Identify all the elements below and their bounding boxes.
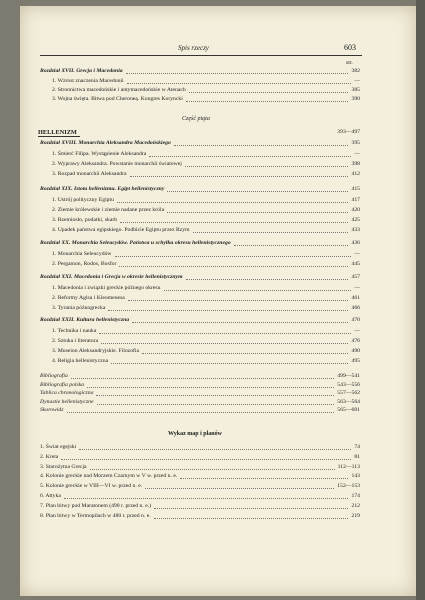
toc-entry-page: 212 [351, 502, 360, 509]
toc-entry-title: 3. Rozpad monarchii Aleksandra [52, 171, 127, 177]
toc-entry-title: 1. Śmierć Filipa. Wystąpienie Aleksandra [52, 151, 147, 157]
toc-entry-page: 390 [351, 96, 360, 102]
dot-leader [90, 469, 335, 470]
toc-entry-page: 398 [351, 161, 360, 167]
toc-entry-page: — [354, 251, 360, 257]
toc-entry-title: 1. Technika i nauka [52, 328, 97, 334]
toc-entry-page: 382 [351, 68, 360, 74]
toc-entry-page: 543—556 [337, 381, 360, 388]
dot-leader [61, 459, 351, 460]
chapter-heading: Rozdział XVII. Grecja i Macedonia [40, 68, 123, 74]
toc-entry-page: — [354, 78, 360, 84]
dot-leader [142, 353, 348, 354]
toc-entry-page: 152—153 [337, 483, 360, 490]
toc-entry-title: 1. Wzrost znaczenia Macedonii [52, 78, 124, 84]
dot-leader [154, 518, 348, 519]
toc-entry-title: 3. Tyrania późnogrecka [52, 305, 106, 311]
toc-entry-title: 2. Pergamon, Rodos, Bosfor [52, 261, 117, 267]
map-entry: 5. Kolonie greckie w VIII—VI w. przed n. e. [40, 483, 143, 490]
toc-entry-page: 81 [354, 453, 360, 460]
map-entry: 7. Plan bitwy pod Maratonem (490 r. przed n. e.) [40, 502, 152, 509]
part-heading-underline [38, 136, 80, 137]
dot-leader [154, 508, 348, 509]
page-number: 603 [344, 43, 356, 52]
toc-entry-page: 495 [351, 358, 360, 364]
map-entry: 4. Kolonie greckie nad Morzem Czarnym w V w. przed n. e. [40, 473, 178, 480]
toc-entry-page: 420 [351, 207, 360, 213]
toc-entry-page: 470 [351, 317, 360, 323]
dot-leader [164, 290, 351, 291]
dot-leader [167, 191, 348, 192]
toc-entry-title: 3. Rzemiosło, podatki, skarb [52, 217, 118, 223]
chapter-heading: Rozdział XIX. Istota hellenizmu. Egipt hellenistyczny [40, 186, 165, 192]
dot-leader [67, 412, 334, 413]
pages-column-label: str. [346, 60, 353, 66]
dot-leader [128, 300, 348, 301]
appendix-entry: Skorowidz [40, 407, 64, 413]
dot-leader [189, 92, 348, 93]
dot-leader [97, 404, 334, 405]
map-entry: 2. Kreta [40, 453, 59, 460]
dot-leader [111, 363, 348, 364]
toc-entry-page: 415 [351, 186, 360, 192]
toc-entry-title: 1. Monarchia Seleucydów [52, 251, 112, 257]
toc-entry-page: 490 [351, 348, 360, 354]
toc-entry-page: 499—541 [337, 373, 360, 379]
dot-leader [120, 222, 348, 223]
chapter-heading: Rozdział XVIII. Monarchia Aleksandra Macedońskiego [40, 140, 171, 146]
toc-entry-title: 3. Museion Aleksandryjskie. Filozofia [52, 348, 140, 354]
part-title: Część piąta [182, 116, 210, 122]
toc-entry-title: 3. Wojna święta. Bitwa pod Cheroneą. Kongres Koryncki [52, 96, 183, 102]
toc-entry-page: 557—562 [337, 390, 360, 396]
toc-entry-title: 2. Wyprawy Aleksandra. Powstanie monarchii światowej [52, 161, 182, 167]
header-rule [40, 55, 362, 56]
toc-entry-page: 476 [351, 338, 360, 344]
toc-entry-page: 385 [351, 87, 360, 93]
toc-entry-page: 412 [351, 171, 360, 177]
part-heading: HELLENIZM [38, 129, 77, 136]
toc-entry-page: 74 [354, 444, 360, 450]
dot-leader [108, 310, 348, 311]
dot-leader [149, 156, 351, 157]
toc-entry-page: 457 [351, 274, 360, 280]
toc-entry-page: 445 [351, 261, 360, 267]
dot-leader [99, 333, 351, 334]
toc-entry-page: — [354, 285, 360, 291]
dot-leader [130, 176, 348, 177]
chapter-heading: Rozdział XX. Monarchia Seleucydów. Państwa u schyłku okresu hellenistycznego [40, 240, 231, 246]
dot-leader [127, 83, 351, 84]
toc-entry-title: 1. Ustrój polityczny Egiptu [52, 197, 114, 203]
dot-leader [234, 245, 348, 246]
book-spine [416, 0, 425, 600]
toc-entry-page: 174 [351, 493, 360, 499]
part-heading-pages: 393—497 [337, 129, 360, 135]
dot-leader [186, 101, 348, 102]
map-entry: 6. Attyka [40, 493, 61, 499]
dot-leader [79, 449, 351, 450]
dot-leader [132, 322, 348, 323]
toc-entry-title: 1. Macedonia i związki greckie późnego okresu [52, 285, 161, 291]
toc-entry-page: 219 [351, 512, 360, 519]
dot-leader [119, 266, 348, 267]
toc-entry-page: 425 [351, 217, 360, 223]
dot-leader [174, 145, 348, 146]
dot-leader [186, 279, 348, 280]
toc-entry-title: 2. Ziemie królewskie i ziemie nadane przez króla [52, 207, 165, 213]
dot-leader [117, 202, 348, 203]
chapter-heading: Rozdział XXII. Kultura hellenistyczna [40, 317, 130, 323]
toc-entry-page: 433 [351, 227, 360, 233]
dot-leader [115, 256, 351, 257]
toc-entry-page: 436 [351, 240, 360, 246]
chapter-heading: Rozdział XXI. Macedonia i Grecja w okresie hellenistycznym [40, 274, 183, 280]
dot-leader [96, 395, 334, 396]
appendix-entry: Dynastie hellenistyczne [40, 398, 94, 405]
dot-leader [64, 498, 348, 499]
toc-entry-page: 563—564 [337, 398, 360, 405]
dot-leader [126, 73, 348, 74]
toc-entry-title: 2. Reformy Agisa i Kleomenesa [52, 295, 125, 301]
map-entry: 3. Starożytna Grecja [40, 463, 87, 470]
toc-entry-page: 143 [351, 473, 360, 480]
dot-leader [167, 212, 348, 213]
appendix-entry: Tablica chronologiczna [40, 390, 94, 396]
dot-leader [87, 387, 334, 388]
toc-entry-page: 395 [351, 140, 360, 146]
appendix-entry: Bibliografia polska [40, 381, 85, 388]
toc-entry-page: — [354, 151, 360, 157]
dot-leader [101, 343, 348, 344]
running-header-title: Spis rzeczy [178, 44, 209, 52]
dot-leader [193, 232, 348, 233]
toc-entry-page: — [354, 328, 360, 334]
dot-leader [145, 488, 334, 489]
toc-entry-page: 461 [351, 295, 360, 301]
map-entry: 8. Plan bitwy w Termopilach w 480 r. przed n. e. [40, 512, 151, 519]
toc-entry-title: 2. Stronnictwa macedońskie i antymacedońskie w Atenach [52, 87, 186, 93]
toc-entry-page: 565—601 [337, 407, 360, 413]
toc-entry-title: 2. Sztuka i literatura [52, 338, 99, 344]
dot-leader [185, 166, 348, 167]
dot-leader [71, 378, 334, 379]
dot-leader [180, 478, 348, 479]
toc-entry-title: 4. Religia hellenistyczna [52, 358, 109, 364]
map-entry: 1. Świat egejski [40, 444, 77, 450]
toc-entry-page: 417 [351, 197, 360, 203]
toc-entry-title: 4. Upadek państwa egipskiego. Podbicie Egiptu przez Rzym [52, 227, 190, 233]
toc-entry-page: 466 [351, 305, 360, 311]
maps-section-title: Wykaz map i planów [168, 431, 222, 437]
appendix-entry: Bibliografia [40, 373, 68, 379]
toc-entry-page: 112—113 [337, 463, 360, 470]
